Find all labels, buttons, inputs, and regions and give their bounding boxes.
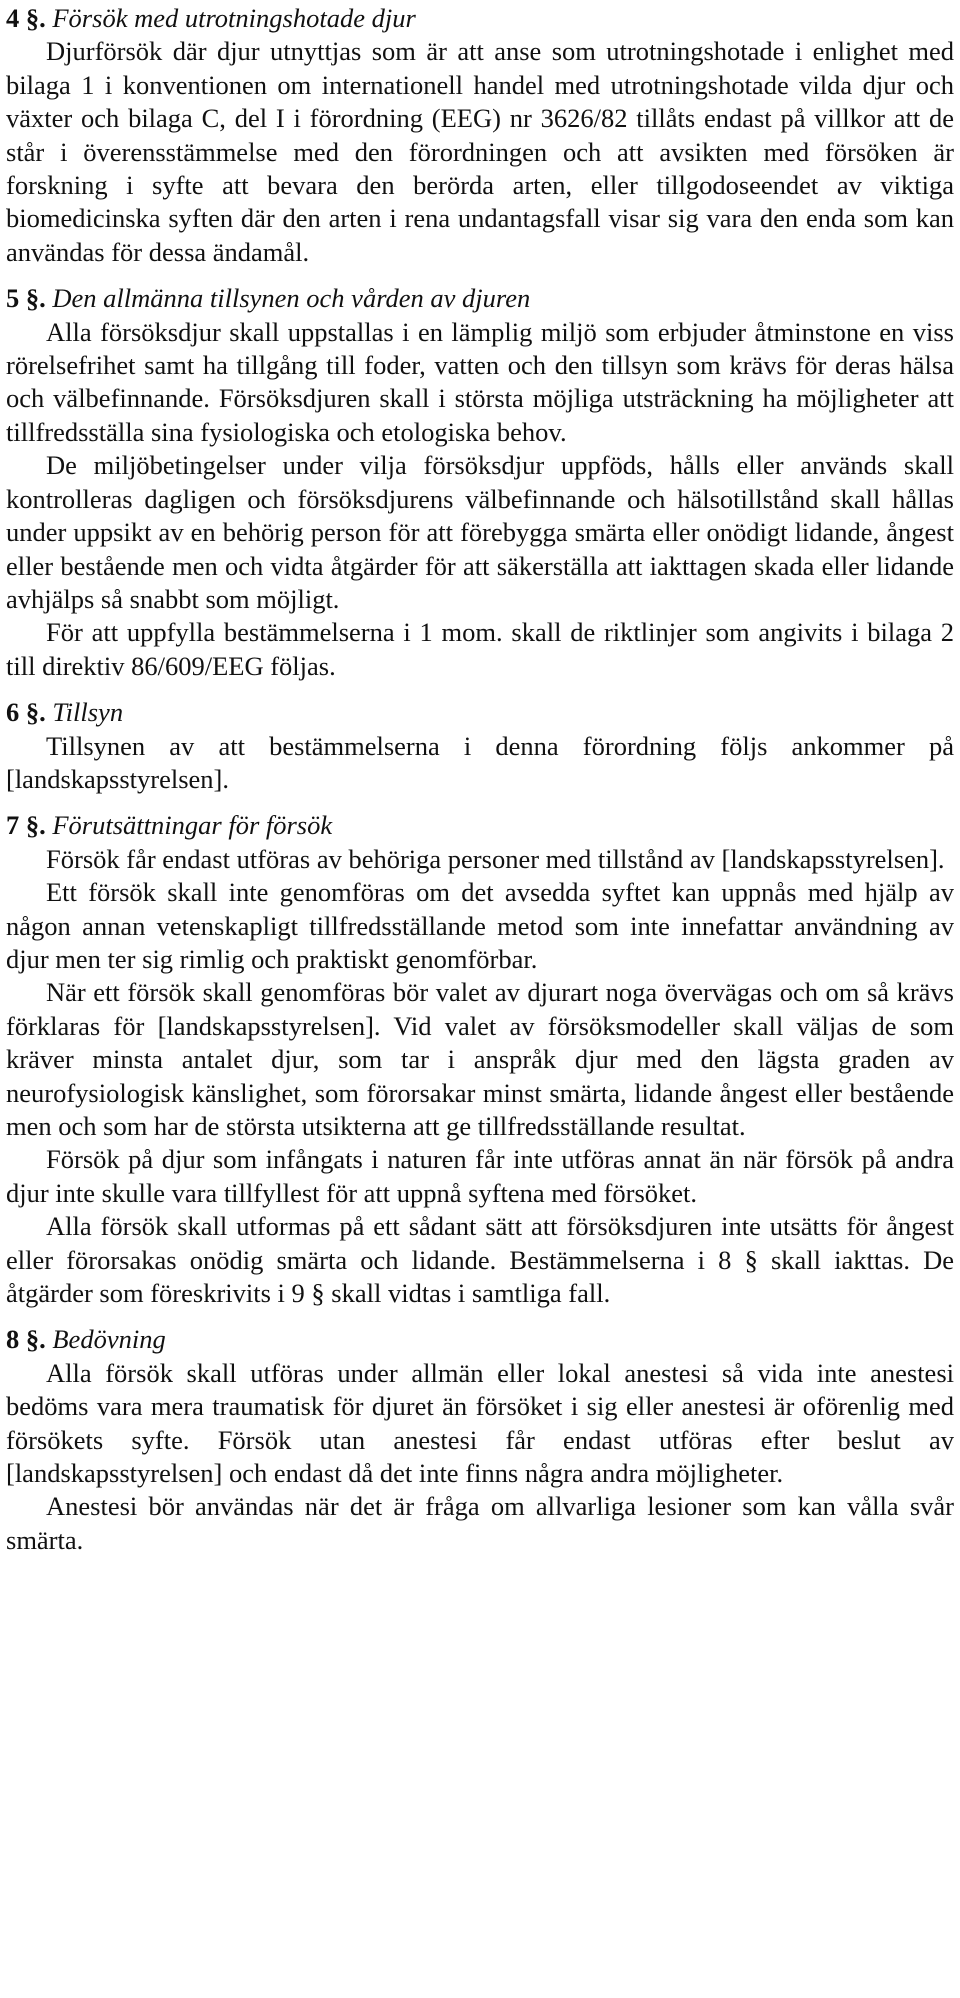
- section-heading: [6, 809, 954, 842]
- section-number: 4 §.: [6, 3, 46, 33]
- section: [6, 1323, 954, 1557]
- section-spacer: [6, 683, 954, 696]
- paragraph: Djurförsök där djur utnyttjas som är att anse som utrotningshotade i enlighet med bilaga 1 i konventionen om internationell handel med utrotningshotade vilda djur och växter och bilaga C, del I i förordning (EEG) nr 3626/82 tillåts endast på villkor att de står i överensstämmelse med den förordningen och att avsikten med försöken är forskning i syfte att bevara den berörda arten, eller tillgodoseendet av viktiga biomedicinska syften där den arten i rena undantagsfall visar sig vara den enda som kan användas för dessa ändamål.: [6, 36, 954, 267]
- section: [6, 2, 954, 269]
- section-title: Förutsättningar för försök: [52, 810, 333, 841]
- section-heading: [6, 282, 954, 315]
- section-spacer: [6, 1310, 954, 1323]
- section-spacer: [6, 269, 954, 282]
- paragraph: Alla försök skall utföras under allmän eller lokal anestesi så vida inte anestesi bedöms vara mera traumatisk för djuret än försöket i sig eller anestesi är oförenlig med försökets syfte. Försök utan anestesi får endast utföras efter beslut av [landskapsstyrelsen] och endast då det inte finns några andra möjligheter.: [6, 1357, 954, 1489]
- section: [6, 809, 954, 1310]
- document-body: [6, 2, 954, 1557]
- paragraph: När ett försök skall genomföras bör valet av djurart noga övervägas och om så krävs förklaras för [landskapsstyrelsen]. Vid valet av försöksmodeller skall väljas de som kräver minsta antalet djur, som tar i anspråk djur med den lägsta graden av neurofysiologisk känslighet, som förorsakar minst smärta, lidande ångest eller bestående men och som har de största utsikterna att ge tillfredsställande resultat.: [6, 977, 954, 1141]
- section-number: 7 §.: [6, 810, 46, 841]
- section-number: 8 §.: [6, 1324, 46, 1355]
- section-title: Tillsyn: [52, 697, 124, 728]
- paragraph: För att uppfylla bestämmelserna i 1 mom. skall de riktlinjer som angivits i bilaga 2 till direktiv 86/609/EEG följas.: [6, 617, 954, 681]
- section-number: 6 §.: [6, 697, 46, 728]
- paragraph: Anestesi bör användas när det är fråga om allvarliga lesioner som kan vålla svår smärta.: [6, 1491, 954, 1555]
- paragraph: Försök får endast utföras av behöriga personer med tillstånd av [landskapsstyrelsen].: [46, 843, 945, 874]
- section-title: Bedövning: [52, 1324, 166, 1355]
- paragraph: Försök på djur som infångats i naturen får inte utföras annat än när försök på andra djur inte skulle vara tillfyllest för att uppnå syftena med försöket.: [6, 1144, 954, 1208]
- paragraph: Alla försök skall utformas på ett sådant sätt att försöksdjuren inte utsätts för ångest eller förorsakas onödig smärta och lidande. Bestämmelserna i 8 § skall iakttas. De åtgärder som föreskrivits i 9 § skall vidtas i samtliga fall.: [6, 1211, 954, 1309]
- paragraph: Ett försök skall inte genomföras om det avsedda syftet kan uppnås med hjälp av någon annan vetenskapligt tillfredsställande metod som inte innefattar användning av djur men ter sig rimlig och praktiskt genomförbar.: [6, 877, 954, 974]
- section: [6, 282, 954, 683]
- section-heading: [6, 696, 954, 729]
- section-spacer: [6, 796, 954, 809]
- section-title: Försök med utrotningshotade djur: [52, 3, 416, 33]
- section-heading: [6, 2, 954, 35]
- section-number: 5 §.: [6, 283, 46, 314]
- paragraph: Alla försöksdjur skall uppstallas i en lämplig miljö som erbjuder åtminstone en viss rörelsefrihet samt ha tillgång till foder, vatten och den tillsyn som krävs för deras hälsa och välbefinnande. Försöksdjuren skall i största möjliga utsträckning ha möjligheter att tillfredsställa sina fysiologiska och etologiska behov.: [6, 316, 954, 447]
- paragraph: De miljöbetingelser under vilja försöksdjur uppföds, hålls eller används skall kontrolleras dagligen och försöksdjurens välbefinnande och hälsotillstånd skall hållas under uppsikt av en behörig person för att förebygga smärta eller onödigt lidande, ångest eller bestående men och vidta åtgärder för att säkerställa att iakttagen skada eller lidande avhjälps så snabbt som möjligt.: [6, 450, 954, 614]
- section-title: Den allmänna tillsynen och vården av djuren: [52, 283, 531, 314]
- section-heading: [6, 1323, 954, 1356]
- section: [6, 696, 954, 796]
- paragraph: Tillsynen av att bestämmelserna i denna förordning följs ankommer på [landskapsstyrelsen].: [6, 730, 954, 794]
